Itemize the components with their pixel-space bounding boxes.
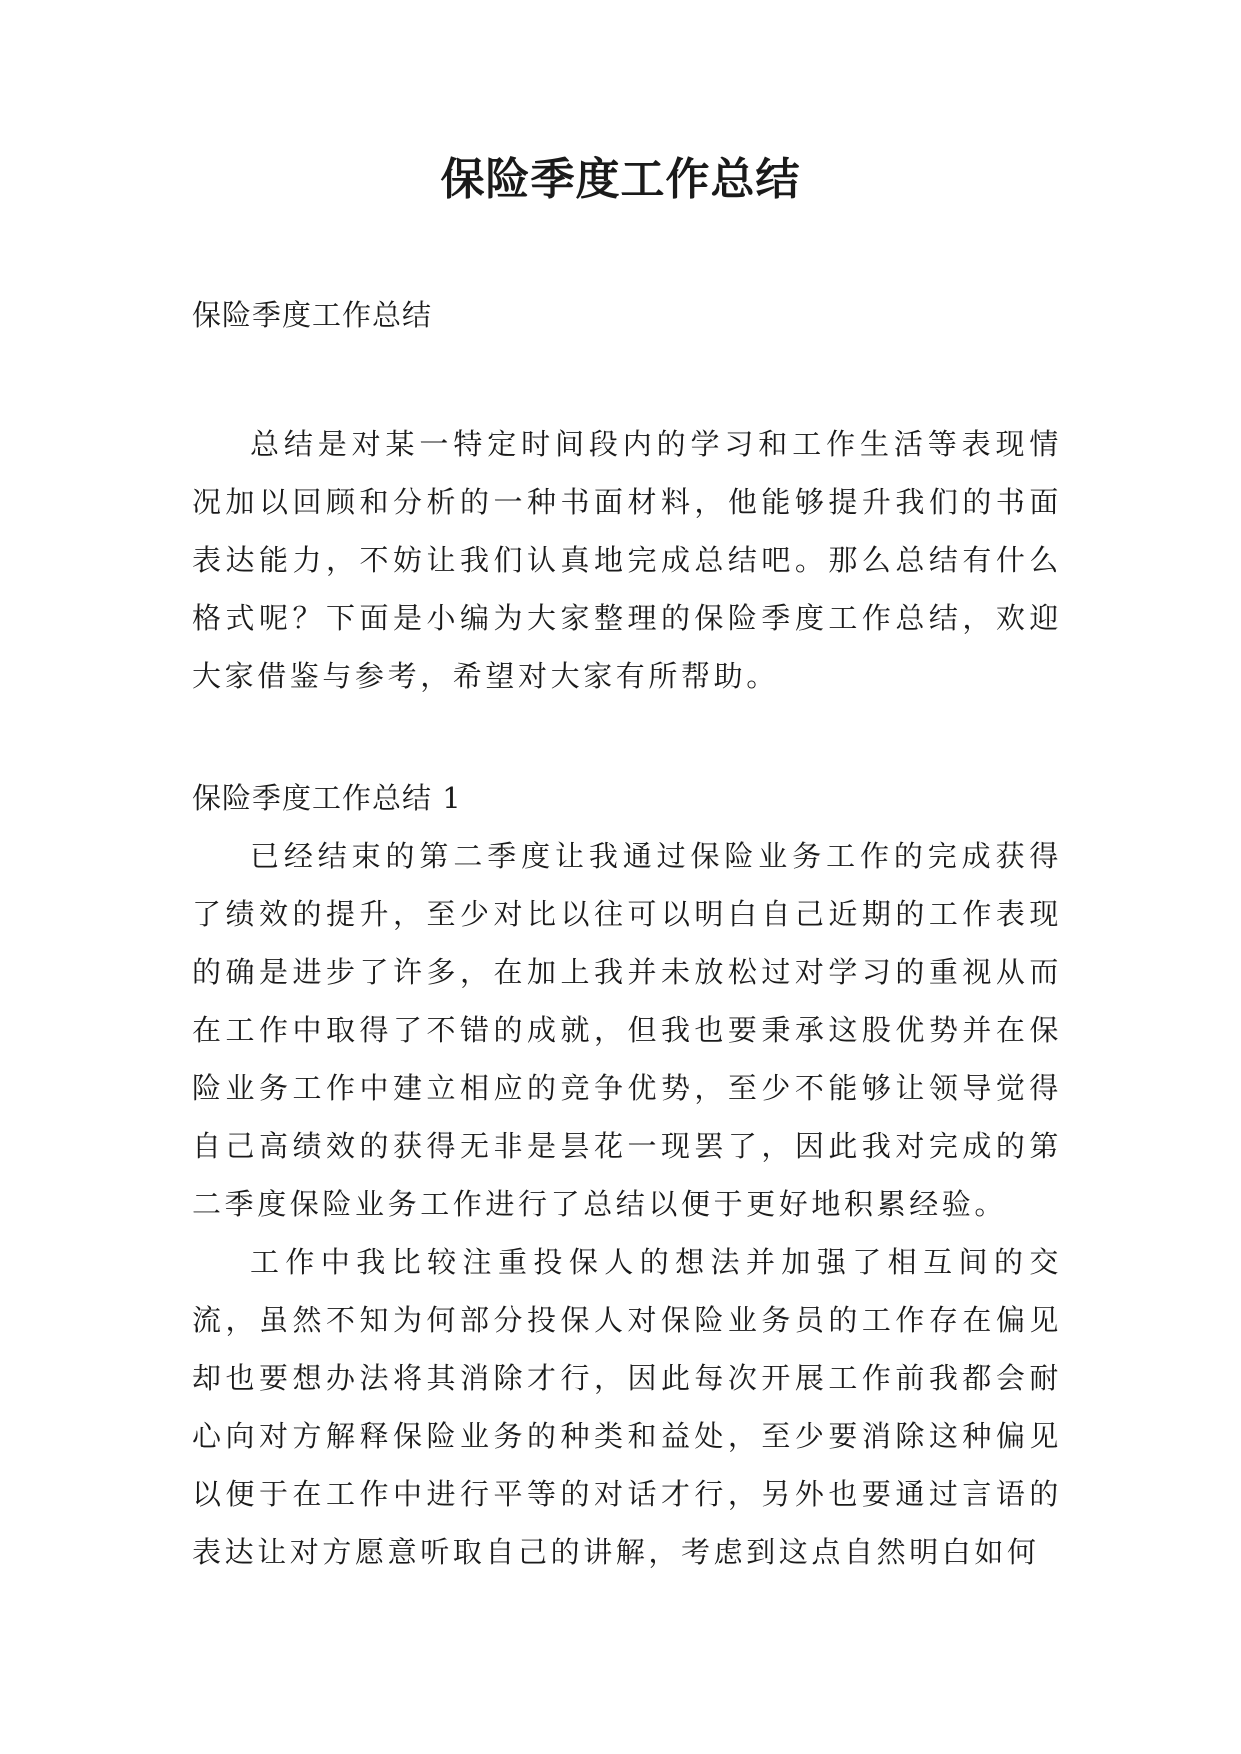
document-subtitle: 保险季度工作总结 xyxy=(192,298,433,332)
document-body xyxy=(192,286,1062,1581)
section-paragraph-1: 已经结束的第二季度让我通过保险业务工作的完成获得了绩效的提升，至少对比以往可以明白自己近期的工作表现的确是进步了许多，在加上我并未放松过对学习的重视从而在工作中取得了不错的成就，但我也要秉承这股优势并在保险业务工作中建立相应的竞争优势，至少不能够让领导觉得自己高绩效的获得无非是昙花一现罢了，因此我对完成的第二季度保险业务工作进行了总结以便于更好地积累经验。 xyxy=(192,839,1062,1221)
section-paragraph-2: 工作中我比较注重投保人的想法并加强了相互间的交流，虽然不知为何部分投保人对保险业务员的工作存在偏见却也要想办法将其消除才行，因此每次开展工作前我都会耐心向对方解释保险业务的种类和益处，至少要消除这种偏见以便于在工作中进行平等的对话才行，另外也要通过言语的表达让对方愿意听取自己的讲解，考虑到这点自然明白如何 xyxy=(192,1245,1062,1569)
section-heading: 保险季度工作总结 1 xyxy=(192,781,462,815)
intro-paragraph: 总结是对某一特定时间段内的学习和工作生活等表现情况加以回顾和分析的一种书面材料，他能够提升我们的书面表达能力，不妨让我们认真地完成总结吧。那么总结有什么格式呢？下面是小编为大家整理的保险季度工作总结，欢迎大家借鉴与参考，希望对大家有所帮助。 xyxy=(192,427,1062,693)
spacer xyxy=(192,344,1062,415)
document-title: 保险季度工作总结 xyxy=(440,154,801,205)
spacer xyxy=(192,705,1062,769)
